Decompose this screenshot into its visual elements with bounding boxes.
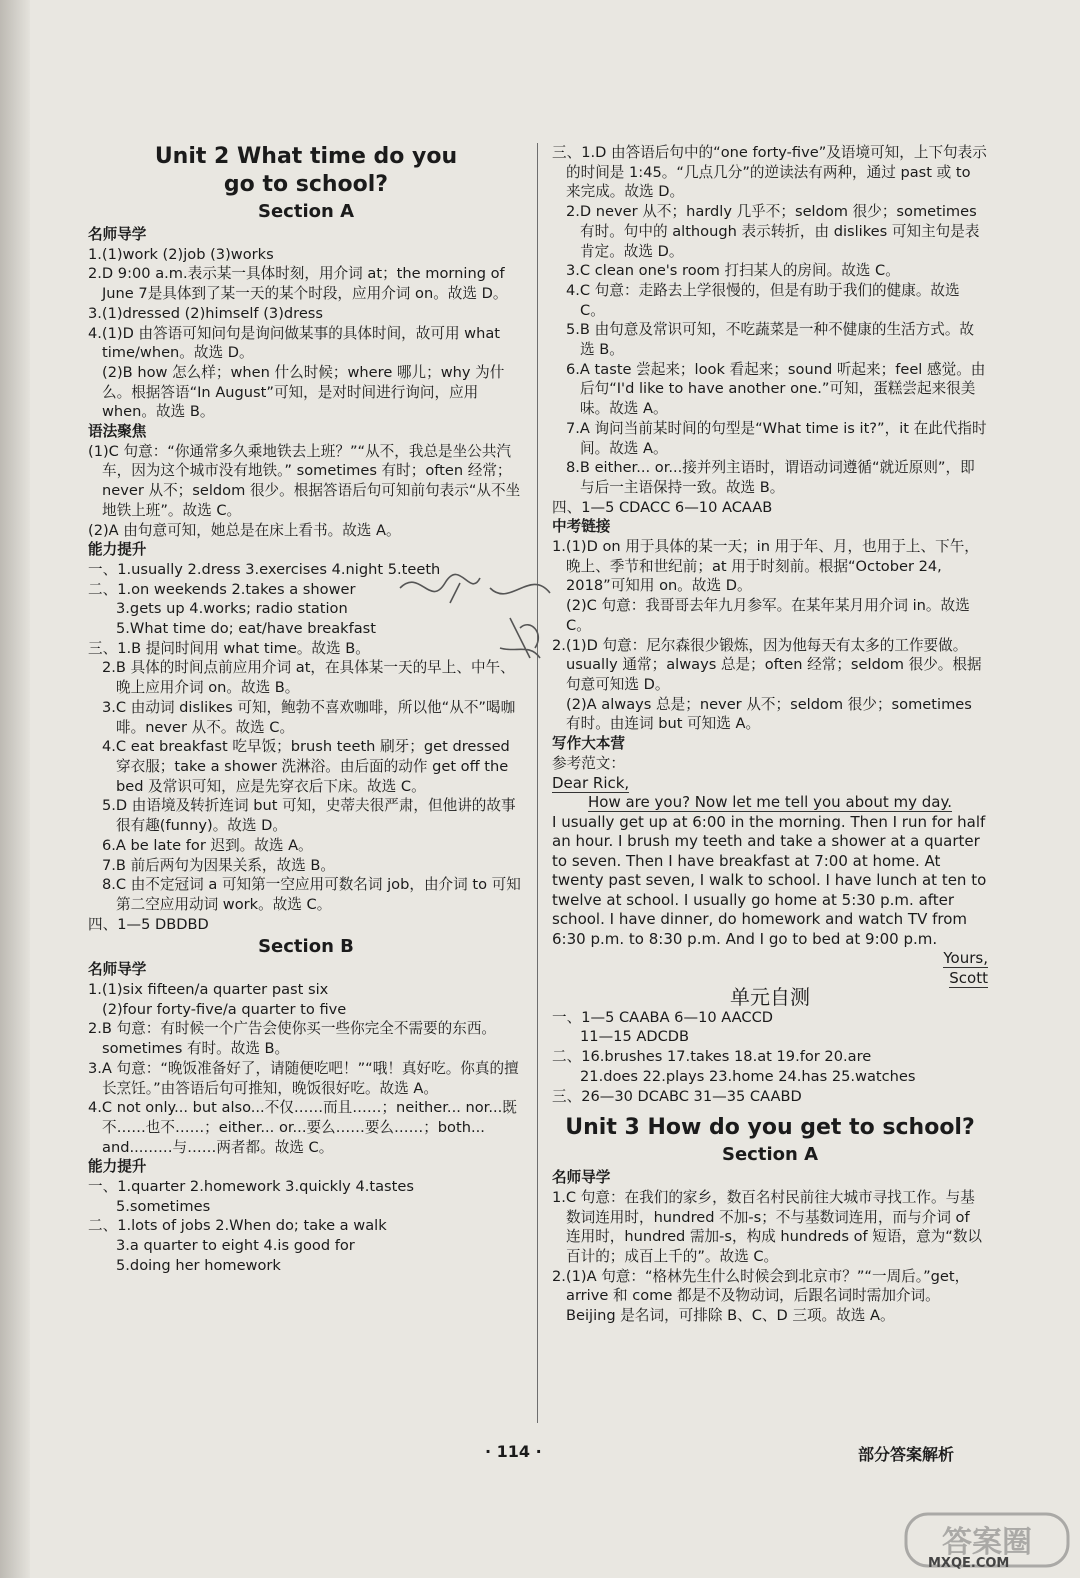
answer-line: (2)four forty-five/a quarter to five (102, 1000, 347, 1018)
subheading-nengli-b: 能力提升 (88, 1158, 147, 1176)
letter-signature: Scott (949, 968, 988, 987)
answer-line: 2.(1)A 句意：“格林先生什么时候会到北京市？”“一周后。”get，arrive 和 come 都是不及物动词，后跟名词时需加介词。Beijing 是名词，可排除 B、C、D 三项。故选 A。 (552, 1267, 970, 1325)
subheading-mingshi-b: 名师导学 (88, 961, 147, 979)
section-a-heading: Section A (258, 201, 354, 222)
subheading-yufa: 语法聚焦 (88, 423, 147, 441)
running-title: 部分答案解析 (858, 1445, 955, 1464)
answer-line: 7.A 询问当前某时间的句型是“What time is it?”，it 在此代指时间。故选 A。 (566, 419, 987, 457)
answer-line: 2.B 具体的时间点前应用介词 at，在具体某一天的早上、中午、晚上应用介词 on。故选 B。 (102, 659, 515, 697)
unit-3-title: Unit 3 How do you get to school? (565, 1115, 975, 1141)
subheading-xiezuo: 写作大本营 (552, 735, 625, 753)
page-number: · 114 · (485, 1442, 542, 1461)
answer-line: 二、1.lots of jobs 2.When do; take a walk (88, 1217, 387, 1235)
letter-body: I usually get up at 6:00 in the morning. Then I run for half an hour. I brush my teeth and take a shower at a quarter to seven. Then I have breakfast at 7:00 at home. At twenty past seven, I walk to school. I have lunch at ten to twelve at school. I usually go home at 5:30 p.m. after school. I have dinner, do homework and watch TV from 6:30 p.m. to 8:30 p.m. And I go to bed at 9:00 p.m. (552, 812, 987, 948)
answer-line: 2.D never 从不；hardly 几乎不；seldom 很少；sometimes 有时。句中的 although 表示转折，由 dislikes 可知主句是表肯定。故选 D。 (566, 203, 980, 260)
answer-line: 5.B 由句意及常识可知，不吃蔬菜是一种不健康的生活方式。故选 B。 (566, 321, 975, 359)
book-binding-shadow (0, 0, 30, 1578)
answer-line: 8.C 由不定冠词 a 可知第一空应用可数名词 job，由介词 to 可知第二空应用动词 work。故选 C。 (102, 876, 521, 913)
answer-line: 1.(1)work (2)job (3)works (88, 245, 274, 263)
answer-line: 4.C 句意：走路去上学很慢的，但是有助于我们的健康。故选 C。 (566, 281, 960, 319)
answer-line: 一、1.quarter 2.homework 3.quickly 4.tastes (88, 1178, 414, 1196)
answer-line: (2)C 句意：我哥哥去年九月参军。在某年某月用介词 in。故选 C。 (566, 597, 970, 634)
answer-line: 2.(1)D 句意：尼尔森很少锻炼，因为他每天有太多的工作要做。usually 通常；always 总是；often 经常；seldom 很少。根据句意可知选 D。 (552, 636, 982, 693)
answer-line: 1.C 句意：在我们的家乡，数百名村民前往大城市寻找工作。与基数词连用时，hundred 不加-s；不与基数词连用，而与介词 of 连用时，hundred 需加-s，构成 hundreds of 短语，意为“数以百计的；成百上千的”。故选 C。 (552, 1188, 983, 1266)
unit-2-title-line2: go to school? (223, 172, 389, 197)
answer-line: 四、1—5 DBDBD (88, 915, 209, 933)
answer-line: 2.D 9:00 a.m.表示某一具体时刻，用介词 at；the morning of June 7是具体到了某一天的某个时段，应用介词 on。故选 D。 (88, 265, 508, 303)
answer-line: 4.(1)D 由答语可知问句是询问做某事的具体时间，故可用 what time/when。故选 D。 (88, 324, 501, 362)
answer-line: 7.B 前后两句为因果关系，故选 B。 (102, 856, 335, 874)
answer-line: 3.C clean one's room 打扫某人的房间。故选 C。 (566, 262, 900, 280)
answer-line: 3.a quarter to eight 4.is good for (116, 1237, 355, 1255)
sample-essay-label: 参考范文： (552, 754, 625, 772)
answer-line: 3.gets up 4.works; radio station (116, 600, 348, 618)
right-column (552, 143, 988, 1326)
answer-line: 5.What time do; eat/have breakfast (116, 620, 376, 638)
answer-line: 3.A 句意：“晚饭准备好了，请随便吃吧！”“哦！真好吃。你真的擅长烹饪。”由答语后句可推知，晚饭很好吃。故选 A。 (88, 1059, 519, 1097)
answer-line: 3.(1)dressed (2)himself (3)dress (88, 304, 324, 322)
answer-line: (2)A always 总是；never 从不；seldom 很少；sometimes 有时。由连词 but 可知选 A。 (566, 695, 972, 733)
answer-line: 2.B 句意：有时候一个广告会使你买一些你完全不需要的东西。sometimes 有时。故选 B。 (88, 1020, 497, 1058)
answer-line: 1.(1)six fifteen/a quarter past six (88, 981, 329, 999)
answer-line: (1)C 句意：“你通常多久乘地铁去上班？”“从不，我总是坐公共汽车，因为这个城市没有地铁。” sometimes 有时；often 经常；never 从不；seldom 很少。根据答语后句可知前句表示“从不坐地铁上班”。故选 C。 (88, 442, 521, 519)
answer-line: 5.D 由语境及转折连词 but 可知，史蒂夫很严肃，但他讲的故事很有趣(funny)。故选 D。 (102, 797, 516, 835)
answer-line: 二、1.on weekends 2.takes a shower (88, 580, 356, 598)
answer-line: (2)B how 怎么样；when 什么时候；where 哪儿；why 为什么。根据答语“In August”可知，是对时间进行询问，应用 when。故选 B。 (102, 363, 505, 421)
sample-letter (552, 774, 988, 989)
unit-self-test-heading: 单元自测 (730, 985, 810, 1009)
column-divider (537, 143, 538, 1423)
answer-line: 6.A be late for 迟到。故选 A。 (102, 836, 313, 854)
svg-text:答案圈: 答案圈 (942, 1525, 1032, 1560)
answer-line: 三、26—30 DCABC 31—35 CAABD (552, 1087, 802, 1105)
subheading-mingshi-u3: 名师导学 (552, 1169, 611, 1187)
answer-line: 三、1.B 提问时间用 what time。故选 B。 (88, 639, 370, 657)
letter-closing: Yours, (943, 949, 988, 967)
answer-line: 4.C eat breakfast 吃早饭；brush teeth 刷牙；get dressed 穿衣服；take a shower 洗淋浴。由后面的动作 get off the bed 及常识可知，应是先穿衣后下床。故选 C。 (102, 738, 510, 795)
answer-line: (2)A 由句意可知，她总是在床上看书。故选 A。 (88, 521, 401, 539)
answer-line: 8.B either... or...接并列主语时，谓语动词遵循“就近原则”，即与后一主语保持一致。故选 B。 (566, 459, 975, 496)
subheading-mingshi: 名师导学 (88, 226, 147, 243)
answer-line: 21.does 22.plays 23.home 24.has 25.watches (580, 1067, 916, 1085)
answer-line: 三、1.D 由答语后句中的“one forty-five”及语境可知，上下句表示的时间是 1:45。“几点几分”的逆读法有两种，通过 past 或 to 来完成。故选 D。 (552, 144, 987, 201)
answer-line: 11—15 ADCDB (580, 1028, 690, 1046)
answer-line: 4.C not only... but also...不仅……而且……；neither... nor...既不……也不……；either... or...要么……要么……；both... and...……与……两者都。故选 C。 (88, 1099, 517, 1156)
letter-first-line: How are you? Now let me tell you about my day. (588, 793, 952, 811)
answer-line: 四、1—5 CDACC 6—10 ACAAB (552, 498, 773, 516)
answer-line: 二、16.brushes 17.takes 18.at 19.for 20.are (552, 1048, 872, 1066)
answer-line: 6.A taste 尝起来；look 看起来；sound 听起来；feel 感觉。由后句“I'd like to have another one.”可知，蛋糕尝起来很美味。故选 A。 (566, 360, 986, 418)
letter-salutation: Dear Rick, (552, 773, 630, 792)
answer-line: 3.C 由动词 dislikes 可知，鲍勃不喜欢咖啡，所以他“从不”喝咖啡。never 从不。故选 C。 (102, 698, 516, 736)
unit-2-title-line1: Unit 2 What time do you (154, 144, 458, 169)
answer-line: 1.(1)D on 用于具体的某一天；in 用于年、月，也用于上、下午，晚上、季节和世纪前；at 用于时刻前。根据“October 24, 2018”可知用 on。故选 D。 (552, 538, 979, 595)
handwriting-scribble (390, 548, 580, 698)
left-column (88, 143, 524, 1276)
watermark-url: MXQE.COM (928, 1556, 1010, 1571)
answer-line: 一、1—5 CAABA 6—10 AACCD (552, 1008, 774, 1026)
subheading-zhongkao: 中考链接 (552, 518, 611, 536)
answer-line: 5.sometimes (116, 1197, 211, 1215)
answer-line: 一、1.usually 2.dress 3.exercises 4.night 5.teeth (88, 560, 441, 578)
unit-3-section-a-heading: Section A (722, 1144, 818, 1166)
subheading-nengli: 能力提升 (88, 541, 147, 559)
answer-line: 5.doing her homework (116, 1256, 281, 1274)
section-b-heading: Section B (258, 936, 354, 958)
